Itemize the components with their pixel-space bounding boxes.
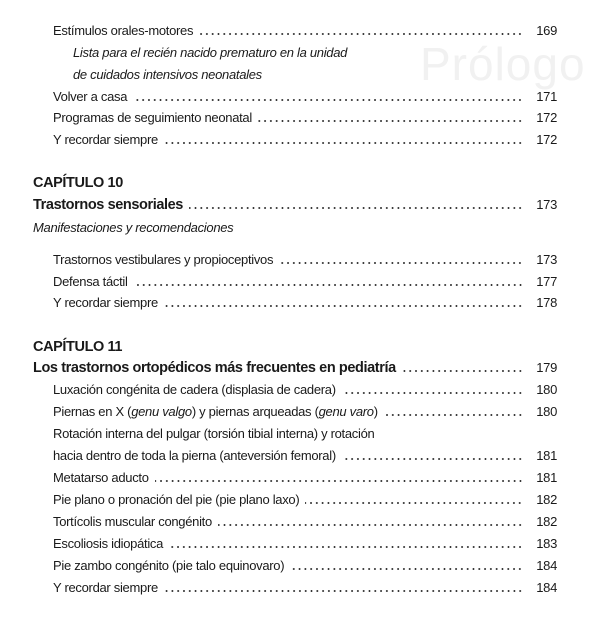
toc-entry[interactable] (53, 579, 557, 597)
toc-entry[interactable] (53, 403, 557, 421)
entry-label: Trastornos vestibulares y propioceptivos (53, 252, 274, 267)
page-number: 180 (536, 404, 557, 419)
dot-leader (164, 141, 523, 145)
dot-leader (169, 545, 523, 549)
page-number: 181 (536, 448, 557, 463)
page-number: 171 (536, 89, 557, 104)
toc-entry[interactable] (53, 513, 557, 531)
entry-label: Pie zambo congénito (pie talo equinovaro) (53, 558, 285, 573)
page-number: 184 (536, 580, 557, 595)
entry-label: Luxación congénita de cadera (displasia de cadera) (53, 382, 336, 397)
page-number: 172 (536, 132, 557, 147)
entry-label: Rotación interna del pulgar (torsión tibial interna) y rotación (53, 426, 375, 441)
dot-leader (199, 32, 523, 36)
entry-label: hacia dentro de toda la pierna (anteversión femoral) (53, 448, 336, 463)
entry-label: Programas de seguimiento neonatal (53, 110, 252, 125)
chapter-subtitle: Manifestaciones y recomendaciones (33, 220, 234, 235)
page-number: 178 (536, 295, 557, 310)
dot-leader (155, 479, 523, 483)
toc-entry[interactable] (53, 381, 557, 399)
entry-note: de cuidados intensivos neonatales (73, 67, 262, 82)
entry-label: Tortícolis muscular congénito (53, 514, 212, 529)
dot-leader (402, 369, 523, 373)
page-number: 179 (536, 360, 557, 375)
page-number: 173 (536, 197, 557, 212)
page-number: 172 (536, 110, 557, 125)
toc-entry[interactable] (53, 294, 557, 312)
entry-label: Volver a casa (53, 89, 128, 104)
chapter-title-entry[interactable] (33, 196, 557, 214)
entry-label (53, 403, 378, 421)
dot-leader (189, 206, 523, 210)
page-number: 182 (536, 492, 557, 507)
page-number: 181 (536, 470, 557, 485)
entry-label: Y recordar siempre (53, 295, 158, 310)
toc-entry[interactable] (53, 88, 557, 106)
dot-leader (290, 567, 523, 571)
dot-leader (133, 98, 523, 102)
dot-leader (164, 589, 523, 593)
toc-entry[interactable] (53, 447, 557, 465)
dot-leader (279, 261, 523, 265)
page-number: 183 (536, 536, 557, 551)
entry-label: Estímulos orales-motores (53, 23, 194, 38)
entry-label: Escoliosis idiopática (53, 536, 164, 551)
label-part: ) (373, 404, 378, 419)
toc-entry[interactable] (53, 131, 557, 149)
toc-entry[interactable] (53, 535, 557, 553)
toc-entry[interactable] (53, 22, 557, 40)
chapter-title-entry[interactable] (33, 359, 557, 377)
toc-entry[interactable] (53, 109, 557, 127)
dot-leader (164, 304, 523, 308)
label-part: Piernas en X ( (53, 404, 132, 419)
toc-entry[interactable] (53, 273, 557, 291)
page-number: 177 (536, 274, 557, 289)
toc-entry[interactable] (53, 469, 557, 487)
entry-label: Metatarso aducto (53, 470, 149, 485)
page-number: 180 (536, 382, 557, 397)
page-number: 184 (536, 558, 557, 573)
entry-label: Pie plano o pronación del pie (pie plano laxo) (53, 492, 300, 507)
label-part: ) y piernas arqueadas ( (191, 404, 319, 419)
dot-leader (218, 523, 523, 527)
chapter-heading: CAPÍTULO 10 (33, 175, 123, 191)
dot-leader (134, 283, 523, 287)
toc-entry[interactable] (53, 251, 557, 269)
dot-leader (342, 391, 523, 395)
entry-label: Y recordar siempre (53, 580, 158, 595)
dot-leader (305, 501, 523, 505)
entry-note: Lista para el recién nacido prematuro en la unidad (73, 45, 348, 60)
dot-leader (384, 413, 523, 417)
chapter-title: Trastornos sensoriales (33, 197, 183, 213)
chapter-heading: CAPÍTULO 11 (33, 339, 123, 355)
watermark-bleedthrough: Prólogo (420, 38, 586, 90)
toc-entry[interactable] (53, 491, 557, 509)
toc-entry-line1[interactable] (53, 425, 557, 443)
dot-leader (258, 119, 523, 123)
page-number: 169 (536, 23, 557, 38)
label-italic: genu varo (318, 404, 374, 419)
entry-label: Defensa táctil (53, 274, 128, 289)
toc-entry[interactable] (53, 557, 557, 575)
chapter-title: Los trastornos ortopédicos más frecuentes en pediatría (33, 360, 396, 376)
dot-leader (342, 457, 523, 461)
entry-label: Y recordar siempre (53, 132, 158, 147)
page-number: 182 (536, 514, 557, 529)
label-italic: genu valgo (131, 404, 192, 419)
page-number: 173 (536, 252, 557, 267)
